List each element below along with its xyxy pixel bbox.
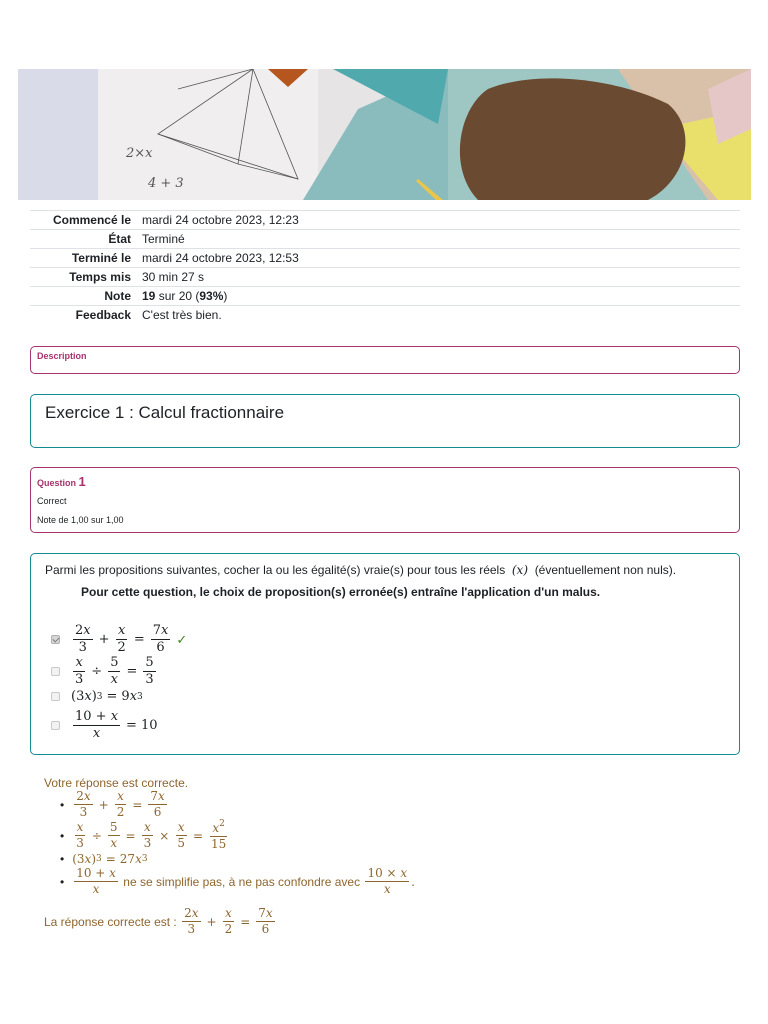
feedback-intro: Votre réponse est correcte. [44,776,189,790]
feedback-item: • $\frac{2x}{3}$ + $\frac{x}{2}$ = $\frac{7x}{6}$ [60,790,169,819]
summary-value: mardi 24 octobre 2023, 12:53 [142,251,299,265]
grade-percent: 93% [199,289,224,303]
question-text-start: Parmi les propositions suivantes, cocher la ou les égalité(s) vraie(s) pour tous les réels [45,563,506,577]
question-number-value: 1 [78,474,86,489]
summary-value: 30 min 27 s [142,270,205,284]
summary-row-grade [30,287,740,306]
option-formula: $\frac{10 + x}{x}$ = 10 [75,709,158,742]
exercise-box [30,394,740,448]
description-label: Description [37,351,87,361]
summary-row-started [30,211,740,230]
question-prefix: Question [37,478,77,488]
question-text [45,563,676,577]
summary-row-time [30,268,740,287]
answer-option[interactable] [51,656,158,688]
description-box [30,346,740,374]
question-state: Correct [37,496,67,506]
correct-answer-label: La réponse correcte est : [44,914,177,929]
option-formula: $\frac{2x}{3}$ + $\frac{x}{2}$ = $\frac{7x}{6}$ [75,623,169,656]
summary-row-feedback [30,306,740,325]
answer-option[interactable] [51,710,158,742]
summary-label: Note [104,289,131,303]
option-formula: $\frac{x}{3}$ ÷ $\frac{5}{x}$ = $\frac{5}{3}$ [75,655,154,688]
correct-answer-line: La réponse correcte est : $\frac{2x}{3}$ + $\frac{x}{2}$ = $\frac{7x}{6}$ [44,906,273,937]
grade-out-of: sur 20 ( [155,289,200,303]
feedback-item-text: ne se simplifie pas, à ne pas confondre avec [123,874,361,889]
feedback-item: • $\frac{10 + x}{x}$ ne se simplifie pas, à ne pas confondre avec $\frac{10 \times x}{x}$ . [60,867,415,896]
question-variable: (x) [511,563,529,577]
question-number [37,474,86,489]
summary-value: C'est très bien. [142,308,222,323]
grade-close: ) [223,289,228,303]
summary-value: Terminé [142,232,185,246]
question-grade: Note de 1,00 sur 1,00 [37,515,124,525]
option-checkbox[interactable] [51,667,60,676]
attempt-summary-table [30,210,740,325]
option-checkbox[interactable] [51,692,60,701]
feedback-item: • (3 x ) 3 = 27 x 3 [60,852,148,866]
question-text-end: (éventuellement non nuls). [534,563,677,577]
summary-label: Commencé le [52,213,131,227]
exercise-title: Exercice 1 : Calcul fractionnaire [45,403,285,422]
option-checkbox[interactable] [51,635,60,644]
question-warning: Pour cette question, le choix de proposition(s) erronée(s) entraîne l'application d'un malus. [81,585,601,599]
grade-score: 19 [142,289,156,303]
summary-label: Temps mis [69,270,131,284]
feedback-item: • $\frac{x}{3}$ ÷ $\frac{5}{x}$ = $\frac{x}{3}$ × $\frac{x}{5}$ = $\frac{x^2}{15}$ [60,820,230,851]
svg-text:2×x: 2×x [126,146,153,161]
svg-text:4 + 3: 4 + 3 [148,176,184,191]
question-content-box [30,553,740,755]
summary-row-completed [30,249,740,268]
course-banner-image [18,69,751,200]
option-checkbox[interactable] [51,721,60,730]
summary-value [142,287,740,306]
summary-label: Feedback [75,308,131,323]
summary-label: Terminé le [71,251,131,265]
summary-label: État [108,232,131,246]
answer-option[interactable] [51,624,187,656]
option-formula: (3 x ) 3 = 9 x 3 [71,689,143,704]
summary-row-state [30,230,740,249]
question-info-box [30,467,740,533]
answer-option[interactable] [51,689,143,704]
correct-check-icon: ✓ [176,631,188,647]
summary-value: mardi 24 octobre 2023, 12:23 [142,213,299,227]
